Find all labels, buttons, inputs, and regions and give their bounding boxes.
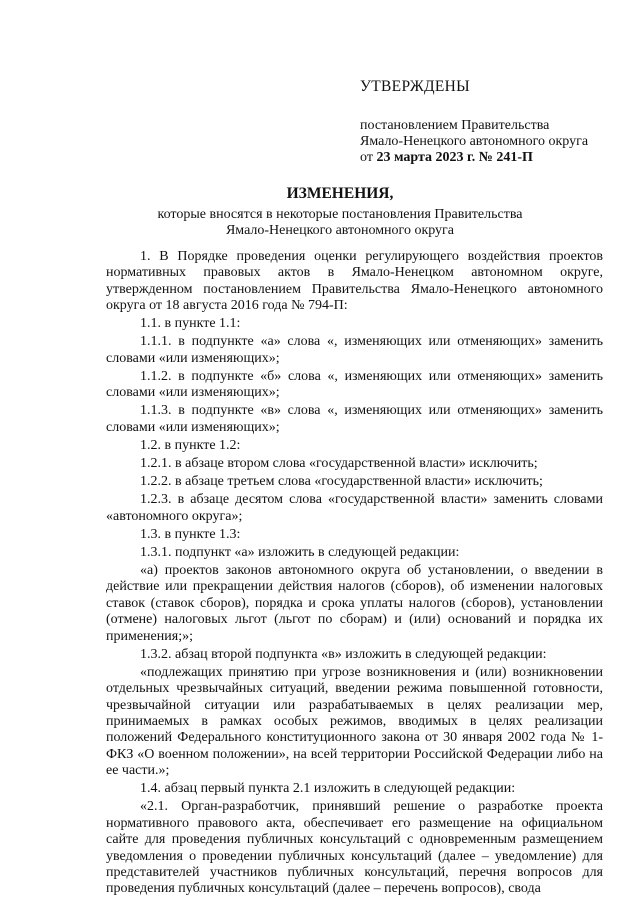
document-subtitle-line-2: Ямало-Ненецкого автономного округа — [225, 223, 455, 238]
approval-line-1: постановлением Правительства — [360, 118, 550, 133]
body-paragraph: «2.1. Орган-разработчик, принявший решение о разработке проекта нормативного правового акта, обеспечивает его размещение на официальном сайте для проведения публичных консультаций с одновременным размещением уведомления о проведении публичных консультаций (далее – уведомление) для представителей участников публичных консультаций, перечня вопросов для проведения публичных консультаций (далее – перечень вопросов), свода — [106, 799, 603, 897]
body-paragraph: «подлежащих принятию при угрозе возникновения и (или) возникновении отдельных чрезвычайных ситуаций, введении режима повышенной готовности, чрезвычайной ситуации или разрабатываемых в целях реализации мер, принимаемых в рамках особых режимов, вводимых в целях реализации положений Федерального конституционного закона от 30 января 2002 года № 1-ФКЗ «О военном положении», на всей территории Российской Федерации либо на ее части.»; — [106, 664, 603, 779]
body-paragraph: 1.1.3. в подпункте «в» слова «, изменяющих или отменяющих» заменить словами «или изменяющих»; — [106, 403, 603, 435]
body-paragraph: 1.3.1. подпункт «а» изложить в следующей редакции: — [140, 544, 460, 560]
body-paragraph: 1.2.2. в абзаце третьем слова «государственной власти» исключить; — [140, 474, 543, 490]
approval-heading: УТВЕРЖДЕНЫ — [360, 78, 470, 95]
body-paragraph: 1.2.1. в абзаце втором слова «государственной власти» исключить; — [140, 456, 538, 471]
body-paragraph: 1. В Порядке проведения оценки регулирующего воздействия проектов нормативных правовых актов в Ямало-Ненецком автономном округе, утвержденном постановлением Правительства Ямало-Ненецкого автономного округа от 18 августа 2016 года № 794-П: — [106, 249, 603, 314]
body-paragraph: 1.4. абзац первый пункта 2.1 изложить в следующей редакции: — [140, 781, 516, 797]
approval-stamp — [360, 78, 630, 166]
approval-date-value: 23 марта 2023 г. № 241-П — [376, 150, 533, 165]
document-title: ИЗМЕНЕНИЯ, — [286, 185, 394, 202]
body-paragraph: 1.1. в пункте 1.1: — [140, 316, 241, 332]
approval-date-line — [360, 150, 630, 166]
approval-line-2: Ямало-Ненецкого автономного округа — [360, 134, 589, 149]
approval-date-prefix: от — [360, 150, 373, 165]
body-paragraph: «а) проектов законов автономного округа об установлении, о введении в действие или прекращении действия налогов (сборов), об изменении налоговых ставок (ставок сборов), порядка и срока уплаты налогов (сборов), установлении (отмене) налоговых льгот (льгот по сборам) и (или) оснований и порядка их применения;»; — [106, 562, 603, 644]
document-body — [106, 249, 603, 899]
document-title-block — [60, 185, 620, 239]
body-paragraph: 1.2. в пункте 1.2: — [140, 437, 241, 453]
body-paragraph: 1.1.1. в подпункте «а» слова «, изменяющих или отменяющих» заменить словами «или изменяющих»; — [106, 334, 603, 366]
body-paragraph: 1.3.2. абзац второй подпункта «в» изложить в следующей редакции: — [140, 646, 547, 662]
document-subtitle-line-1: которые вносятся в некоторые постановления Правительства — [157, 207, 523, 222]
body-paragraph: 1.1.2. в подпункте «б» слова «, изменяющих или отменяющих» заменить словами «или изменяющих»; — [106, 368, 603, 401]
body-paragraph: 1.2.3. в абзаце десятом слова «государственной власти» заменить словами «автономного округа»; — [106, 492, 603, 524]
body-paragraph: 1.3. в пункте 1.3: — [140, 526, 241, 542]
